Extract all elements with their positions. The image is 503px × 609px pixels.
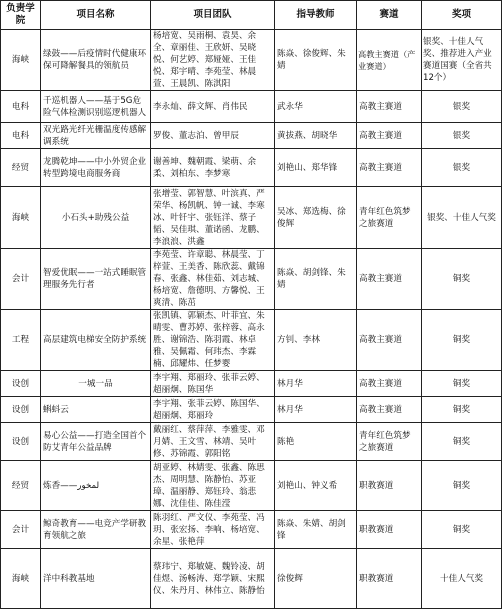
cell-teacher: 陈艳 — [275, 423, 357, 461]
cell-team: 杨培宽、吴雨桐、袁昊、余全、章丽佳、王欣妍、吴晓悦、何艺婷、郑娅娅、王佳悦、郑宇晴、李苑莹、林晨萱、王晨凯、陈淇阳 — [151, 30, 275, 91]
cell-project: 龙腾乾坤——中小外贸企业转型跨境电商服务商 — [41, 149, 151, 187]
cell-award: 铜奖 — [422, 249, 502, 310]
header-award: 奖项 — [422, 1, 502, 30]
cell-award: 银奖 — [422, 123, 502, 149]
table-row — [1, 423, 502, 461]
cell-award: 银奖 — [422, 149, 502, 187]
cell-college: 海峡 — [1, 549, 41, 609]
cell-award: 十佳人气奖 — [422, 549, 502, 609]
cell-project: 小石头+助残公益 — [41, 187, 151, 249]
cell-award: 银奖、十佳人气奖、推荐进入产业赛道国赛（全省共12个） — [422, 30, 502, 91]
table-row — [1, 371, 502, 397]
cell-award: 银奖 — [422, 91, 502, 123]
table-row — [1, 511, 502, 549]
cell-track: 高教主赛道 — [357, 310, 422, 371]
cell-team: 陈羽红、严文仪、李苑莹、冯玥、张宏扬、李响、杨培宽、余星、张艳萍 — [151, 511, 275, 549]
cell-project: 洋中科教基地 — [41, 549, 151, 609]
cell-team: 蔡玮宁、郑敏婕、魏铃凌、胡佳煜、汤畅涛、郑学颖、宋熙仪、朱丹月、林伟立、陈静怡 — [151, 549, 275, 609]
cell-track: 职教赛道 — [357, 511, 422, 549]
header-college: 负责学院 — [1, 1, 41, 30]
cell-team: 李苑莹、许章聪、林晨莹、丁梓萱、王美香、陈欣蕊、戴锦春、张鑫、林佳茹、刘志城、杨培宽、詹德明、方馨悦、王爽清、陈茁 — [151, 249, 275, 310]
cell-track: 高教主赛道 — [357, 249, 422, 310]
cell-project: 一城一品 — [41, 371, 151, 397]
cell-college: 设创 — [1, 397, 41, 423]
cell-teacher: 刘艳山、钟义希 — [275, 461, 357, 511]
cell-award: 铜奖 — [422, 423, 502, 461]
cell-award: 铜奖 — [422, 397, 502, 423]
cell-project: 易心公益——打造全国首个防艾青年公益品牌 — [41, 423, 151, 461]
cell-college: 经贸 — [1, 461, 41, 511]
cell-award: 铜奖 — [422, 371, 502, 397]
cell-track: 高教主赛道 — [357, 371, 422, 397]
header-project: 项目名称 — [41, 1, 151, 30]
cell-teacher: 黄拔燕、胡晓华 — [275, 123, 357, 149]
cell-track: 高教主赛道 — [357, 91, 422, 123]
cell-team: 罗俊、董志泊、曾甲辰 — [151, 123, 275, 149]
cell-project: 千巡机器人——基于5G危险气体检测识别巡逻机器人 — [41, 91, 151, 123]
cell-track: 青年红色筑梦之旅赛道 — [357, 187, 422, 249]
cell-project: 智爱优眠——一站式睡眠管理服务先行者 — [41, 249, 151, 310]
cell-teacher: 陈焱、徐俊辉、朱婧 — [275, 30, 357, 91]
cell-college: 工程 — [1, 310, 41, 371]
cell-track: 高教主赛道 — [357, 149, 422, 187]
cell-project: 高层建筑电梯安全防护系统 — [41, 310, 151, 371]
cell-teacher: 林月华 — [275, 371, 357, 397]
table-row — [1, 249, 502, 310]
cell-college: 会计 — [1, 511, 41, 549]
cell-project: 双光路光纤光栅温度传感解调系统 — [41, 123, 151, 149]
cell-teacher: 方钊、李林 — [275, 310, 357, 371]
table-header-row — [1, 1, 502, 30]
cell-team: 张增莹、郭智慧、叶滨真、严荣华、杨凯帆、钟一诚、李寒冰、叶钎宇、张钰洋、蔡子韬、吴佳琪、董诺函、龙鹏、李浪浪、洪鑫 — [151, 187, 275, 249]
table-row — [1, 30, 502, 91]
cell-project: 炼香——لمخور — [41, 461, 151, 511]
cell-teacher: 陈焱、胡剑锋、朱婧 — [275, 249, 357, 310]
cell-teacher: 徐俊辉 — [275, 549, 357, 609]
cell-award: 铜奖 — [422, 310, 502, 371]
header-team: 项目团队 — [151, 1, 275, 30]
cell-track: 高教主赛道 — [357, 123, 422, 149]
cell-team: 李永灿、薛文辉、肖伟民 — [151, 91, 275, 123]
cell-college: 电科 — [1, 123, 41, 149]
cell-award: 铜奖 — [422, 461, 502, 511]
cell-college: 设创 — [1, 423, 41, 461]
cell-college: 电科 — [1, 91, 41, 123]
header-teacher: 指导教师 — [275, 1, 357, 30]
cell-project: 鲸奇教育——电竞产学研教育领航之旅 — [41, 511, 151, 549]
cell-track: 青年红色筑梦之旅赛道 — [357, 423, 422, 461]
table-row — [1, 91, 502, 123]
header-track: 赛道 — [357, 1, 422, 30]
table-row — [1, 187, 502, 249]
cell-college: 海峡 — [1, 30, 41, 91]
cell-college: 设创 — [1, 371, 41, 397]
cell-track: 高教主赛道（产业赛道） — [357, 30, 422, 91]
cell-college: 会计 — [1, 249, 41, 310]
cell-project: 绿鼓——后疫情时代健康环保可降解餐具的领航员 — [41, 30, 151, 91]
cell-team: 李宇翔、郑丽玲、张菲云婷、超丽炯、陈国华 — [151, 371, 275, 397]
table-row — [1, 397, 502, 423]
table-row — [1, 461, 502, 511]
cell-track: 职教赛道 — [357, 549, 422, 609]
cell-team: 胡亚婷、林婧雯、张鑫、陈思杰、周明慧、陈静怡、苏亚璋、温丽静、郑钰玲、翁悲娜、沈佳佳、陈佳滢 — [151, 461, 275, 511]
cell-team: 戴丽红、蔡萍萍、李雅雯、邓月婧、王文雪、林靖、吴叶修、苏锦霞、郭阳铭 — [151, 423, 275, 461]
cell-track: 职教赛道 — [357, 461, 422, 511]
cell-teacher: 林月华 — [275, 397, 357, 423]
cell-teacher: 陈焱、朱婧、胡剑锋 — [275, 511, 357, 549]
cell-award: 银奖、十佳人气奖 — [422, 187, 502, 249]
table-row — [1, 149, 502, 187]
cell-team: 张凯镇、郭颖杰、叶菲宜、朱晴雯、曹苏婷、张梓蓉、高永胜、谢锦浩、陈羽霞、林卓雅、吴佩霜、何玮杰、李霖楠、邱耀炜、任梦婴 — [151, 310, 275, 371]
table-row — [1, 123, 502, 149]
cell-college: 经贸 — [1, 149, 41, 187]
cell-teacher: 武永华 — [275, 91, 357, 123]
cell-teacher: 刘艳山、郑华锋 — [275, 149, 357, 187]
cell-team: 李宇翔、张菲云婷、陈国华、超丽炯、郑丽玲 — [151, 397, 275, 423]
cell-award: 铜奖 — [422, 511, 502, 549]
table-row — [1, 310, 502, 371]
cell-track: 高教主赛道 — [357, 397, 422, 423]
cell-project: 蝌蚪云 — [41, 397, 151, 423]
cell-teacher: 吴冰、郑选梅、徐俊辉 — [275, 187, 357, 249]
cell-team: 谢善坤、魏朝霞、梁萌、余柔、刘柏东、李梦寒 — [151, 149, 275, 187]
cell-college: 海峡 — [1, 187, 41, 249]
